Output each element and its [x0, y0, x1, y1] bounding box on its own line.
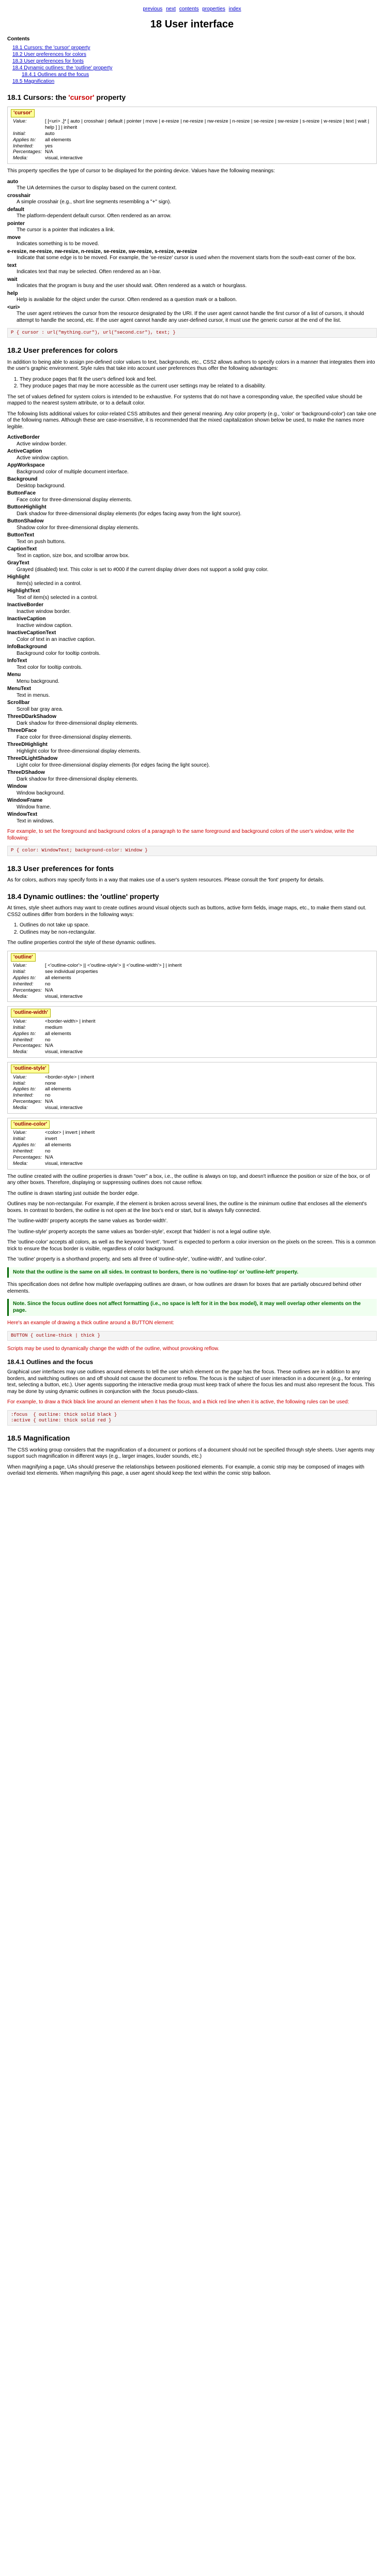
definition-value: all elements	[44, 975, 71, 981]
definition-row	[13, 1142, 98, 1148]
color-name: MenuText	[7, 686, 31, 692]
toc-link[interactable]: 18.1 Cursors: the 'cursor' property	[12, 45, 90, 51]
paragraph: As for colors, authors may specify fonts in a way that makes use of a user's system resources. Please consult the 'font' property for details.	[7, 877, 325, 883]
value-term: crosshair	[7, 192, 31, 199]
color-name: ButtonFace	[7, 490, 36, 497]
definition-key: Media:	[13, 993, 28, 999]
value-term: help	[7, 290, 18, 296]
definition-row	[13, 981, 185, 987]
definition-row	[13, 137, 373, 143]
list-item: 1. Outlines do not take up space.	[20, 922, 377, 929]
definition-value: visual, interactive	[44, 1049, 83, 1055]
definition-key: Initial:	[13, 969, 26, 975]
paragraph: This specification does not define how multiple overlapping outlines are drawn, or how outlines are drawn for boxes that are partially obscured behind other elements.	[7, 1282, 362, 1294]
color-name: Background	[7, 476, 38, 483]
color-description: Light color for three-dimensional display elements (for edges facing the light source).	[17, 762, 210, 768]
paragraph: Scripts may be used to dynamically change the width of the outline, without provoking reflow.	[7, 1345, 220, 1352]
definition-row	[13, 1130, 98, 1136]
definition-key: Applies to:	[13, 975, 36, 981]
paragraph: In addition to being able to assign pre-defined color values to text, backgrounds, etc., CSS2 allows authors to specify colors in a manner that integrates them into the user's graphic environment. Style rules that take into account user preferences thus offer the following advantages:	[7, 359, 375, 372]
definition-value: medium	[44, 1024, 63, 1030]
property-name: 'outline'	[11, 953, 36, 962]
definition-key: Percentages:	[13, 149, 42, 155]
definition-row	[13, 1136, 98, 1142]
value-description: Indicate that some edge is to be moved. For example, the 'se-resize' cursor is used when the movement starts from the south-east corner of the box.	[17, 255, 356, 261]
code-example: P { color: WindowText; background-color: Window }	[7, 846, 377, 856]
definition-row	[13, 1105, 97, 1111]
property-name: 'outline-color'	[11, 1120, 50, 1129]
toc-link[interactable]: 18.3 User preferences for fonts	[12, 58, 84, 64]
definition-row	[13, 1161, 98, 1167]
color-name: CaptionText	[7, 546, 37, 552]
outline-property-definition	[7, 1062, 377, 1114]
subsection-heading-focus: 18.4.1 Outlines and the focus	[7, 1358, 94, 1366]
value-description: Help is available for the object under the cursor. Often rendered as a question mark or a balloon.	[17, 297, 237, 303]
outline-property-definition	[7, 1118, 377, 1170]
toc-link[interactable]: 18.4.1 Outlines and the focus	[22, 72, 89, 78]
color-name: ThreeDFace	[7, 728, 37, 734]
definition-row	[13, 131, 373, 137]
definition-value: no	[44, 1092, 51, 1099]
property-definition-table	[13, 118, 373, 161]
definition-row	[13, 1155, 98, 1161]
definition-value: N/A	[44, 1154, 53, 1160]
value-term: default	[7, 206, 24, 213]
value-term: wait	[7, 276, 18, 282]
definition-value: yes	[44, 143, 53, 149]
color-name: HighlightText	[7, 588, 40, 594]
paragraph: Graphical user interfaces may use outlines around elements to tell the user which element on the page has the focus. These outlines are in addition to any borders, and switching outlines on and off should not cause the document to reflow. The focus is the subject of user interaction in a document (e.g., for entering text, selecting a button, etc.). User agents supporting the interactive media group must keep track of where the focus lies and must also represent the focus. This may be done by using dynamic outlines in conjunction with the :focus pseudo-class.	[7, 1369, 375, 1395]
definition-value: N/A	[44, 1099, 53, 1105]
note-box: Note. Since the focus outline does not affect formatting (i.e., no space is left for it in the box model), it may well overlap other elements on the page.	[7, 1299, 377, 1316]
color-name: Scrollbar	[7, 700, 30, 706]
example-note: For example, to set the foreground and background colors of a paragraph to the same foreground and background colors of the user's window, write the following:	[7, 829, 355, 841]
toc-link[interactable]: 18.2 User preferences for colors	[12, 52, 86, 57]
color-description: Grayed (disabled) text. This color is set to #000 if the current display driver does not support a solid gray color.	[17, 566, 269, 573]
color-name: AppWorkspace	[7, 462, 45, 469]
color-description: Desktop background.	[17, 483, 66, 489]
definition-key: Applies to:	[13, 1086, 36, 1092]
color-description: Text in caption, size box, and scrollbar arrow box.	[17, 552, 130, 559]
color-description: Active window caption.	[17, 455, 69, 461]
paragraph: The outline created with the outline properties is drawn "over" a box, i.e., the outline is always on top, and doesn't influence the position or size of the box, or of any other boxes. Therefore, displaying or suppressing outlines does not cause reflow.	[7, 1173, 370, 1186]
definition-key: Initial:	[13, 130, 26, 137]
list-item: 2. They produce pages that may be more accessible as the current user settings may be related to a disability.	[20, 383, 377, 390]
definition-row	[13, 1049, 99, 1055]
definition-value: see individual properties	[44, 969, 98, 975]
nav-properties-link[interactable]: properties	[202, 6, 225, 12]
definition-row	[13, 1148, 98, 1155]
cursor-property-definition	[7, 107, 377, 164]
color-name: InactiveCaptionText	[7, 630, 56, 636]
example-note: For example, to draw a thick black line around an element when it has the focus, and a thick red line when it is active, the following rules can be used:	[7, 1399, 349, 1405]
section-heading-text: property	[94, 93, 126, 101]
color-name: WindowText	[7, 812, 38, 818]
definition-key: Percentages:	[13, 987, 42, 993]
definition-key: Initial:	[13, 1024, 26, 1030]
nav-previous-link[interactable]: previous	[143, 6, 163, 12]
definition-value: [ [<uri> ,]* [ auto | crosshair | default | pointer | move | e-resize | ne-resize | nw-resize | n-resize | se-resize | sw-resize | s-resize | w-resize | text | wait | help ] ] | inherit	[44, 118, 370, 130]
definition-key: Applies to:	[13, 1030, 36, 1037]
section-heading-magnification: 18.5 Magnification	[7, 1434, 70, 1443]
paragraph: The CSS working group considers that the magnification of a document or portions of a document should not be specified through style sheets. User agents may support such magnification in different ways (e.g., larger images, louder sounds, etc.)	[7, 1447, 375, 1460]
definition-row	[13, 975, 185, 981]
color-name: ButtonShadow	[7, 518, 44, 525]
definition-row	[13, 1019, 99, 1025]
color-name: ButtonHighlight	[7, 504, 47, 511]
definition-key: Media:	[13, 1049, 28, 1055]
paragraph: The 'outline-width' property accepts the same values as 'border-width'.	[7, 1218, 168, 1224]
definition-value: no	[44, 981, 51, 987]
color-name: InfoText	[7, 658, 27, 664]
definition-value: N/A	[44, 987, 53, 993]
definition-value: <color> | invert | inherit	[44, 1130, 95, 1136]
nav-contents-link[interactable]: contents	[179, 6, 199, 12]
color-name: ButtonText	[7, 532, 35, 538]
paragraph: The following lists additional values for color-related CSS attributes and their general meaning. Any color property (e.g., 'color' or 'background-color') can take one of the following names. Although these are case-insensitive, it is recommended that the mixed capitalization shown below be used, to make the names more legible.	[7, 411, 377, 430]
color-name: GrayText	[7, 560, 29, 566]
definition-key: Value:	[13, 1074, 27, 1080]
definition-value: visual, interactive	[44, 1160, 83, 1166]
definition-row	[13, 143, 373, 149]
value-term: e-resize, ne-resize, nw-resize, n-resize, se-resize, sw-resize, s-resize, w-resize	[7, 248, 197, 254]
property-name: 'outline-style'	[11, 1065, 49, 1073]
definition-key: Percentages:	[13, 1043, 42, 1049]
color-description: Face color for three-dimensional display elements.	[17, 734, 132, 740]
value-term: move	[7, 234, 21, 241]
definition-row	[13, 155, 373, 161]
definition-value: N/A	[44, 149, 53, 155]
color-description: Face color for three-dimensional display elements.	[17, 497, 132, 503]
outline-property-definition	[7, 1006, 377, 1058]
definition-value: auto	[44, 130, 55, 137]
property-definition-table	[13, 1019, 99, 1055]
definition-key: Inherited:	[13, 1037, 34, 1043]
value-description: The platform-dependent default cursor. Often rendered as an arrow.	[17, 213, 172, 219]
paragraph: The 'outline-style' property accepts the same values as 'border-style', except that 'hidden' is not a legal outline style.	[7, 1229, 271, 1235]
color-name: ActiveBorder	[7, 435, 40, 441]
section-heading-outline: 18.4 Dynamic outlines: the 'outline' property	[7, 892, 159, 901]
definition-key: Value:	[13, 963, 27, 969]
color-name: Window	[7, 784, 27, 790]
section-heading-text: 18.1 Cursors: the	[7, 93, 69, 101]
color-description: Dark shadow for three-dimensional display elements.	[17, 720, 139, 726]
section-heading-fonts: 18.3 User preferences for fonts	[7, 864, 114, 873]
color-description: Text in windows.	[17, 818, 54, 824]
color-name: Menu	[7, 672, 21, 678]
color-description: Text on push buttons.	[17, 538, 66, 545]
definition-value: all elements	[44, 137, 71, 143]
value-term: auto	[7, 178, 19, 185]
definition-key: Inherited:	[13, 1092, 34, 1099]
definition-value: all elements	[44, 1142, 71, 1148]
definition-row	[13, 987, 185, 994]
list-item: 1. They produce pages that fit the user's defined look and feel.	[20, 377, 377, 383]
definition-key: Applies to:	[13, 137, 36, 143]
color-description: Menu background.	[17, 678, 59, 684]
definition-row	[13, 969, 185, 975]
color-name: WindowFrame	[7, 798, 43, 804]
definition-key: Inherited:	[13, 1148, 34, 1154]
code-example: :focus { outline: thick solid black } :active { outline: thick solid red }	[7, 1410, 377, 1426]
color-name: ThreeDHighlight	[7, 742, 48, 748]
paragraph: The outline is drawn starting just outside the border edge.	[7, 1190, 139, 1196]
definition-row	[13, 1043, 99, 1049]
color-name: ThreeDShadow	[7, 770, 45, 776]
color-description: Inactive window border.	[17, 608, 71, 615]
definition-row	[13, 994, 185, 1000]
definition-row	[13, 1099, 97, 1105]
color-description: Text in menus.	[17, 692, 50, 698]
value-term: pointer	[7, 220, 25, 227]
paragraph: At times, style sheet authors may want to create outlines around visual objects such as buttons, active form fields, image maps, etc., to make them stand out. CSS2 outlines differ from borders in the following ways:	[7, 905, 366, 918]
value-description: The cursor is a pointer that indicates a link.	[17, 227, 115, 233]
toc-link[interactable]: 18.5 Magnification	[12, 79, 55, 84]
color-name: InactiveBorder	[7, 602, 44, 608]
paragraph: The outline properties control the style of these dynamic outlines.	[7, 940, 156, 946]
definition-row	[13, 149, 373, 155]
color-description: Item(s) selected in a control.	[17, 580, 82, 587]
definition-row	[13, 118, 373, 131]
color-description: Background color of multiple document interface.	[17, 469, 129, 475]
nav-index-link[interactable]: index	[228, 6, 241, 12]
definition-value: invert	[44, 1136, 57, 1142]
definition-value: no	[44, 1148, 51, 1154]
definition-key: Media:	[13, 1105, 28, 1111]
color-name: ThreeDDarkShadow	[7, 714, 57, 720]
color-description: Text color for tooltip controls.	[17, 664, 83, 670]
color-name: Highlight	[7, 574, 30, 580]
outline-differences-list	[7, 922, 377, 936]
definition-key: Media:	[13, 1160, 28, 1166]
value-description: Indicates something is to be moved.	[17, 241, 99, 247]
definition-value: visual, interactive	[44, 1105, 83, 1111]
system-colors-list	[7, 435, 377, 825]
definition-row	[13, 1037, 99, 1043]
definition-row	[13, 1081, 97, 1087]
list-item: 2. Outlines may be non-rectangular.	[20, 930, 377, 936]
definition-row	[13, 1074, 97, 1081]
section-heading-colors: 18.2 User preferences for colors	[7, 346, 118, 355]
value-term: text	[7, 262, 17, 268]
definition-value: none	[44, 1080, 56, 1086]
definition-row	[13, 1025, 99, 1031]
value-description: The user agent retrieves the cursor from the resource designated by the URI. If the user agent cannot handle the first cursor of a list of cursors, it should attempt to handle the second, etc. If the user agent cannot handle any user-defined cursor, it must use the generic cursor at the end of the list.	[17, 311, 364, 323]
code-example: P { cursor : url("mything.cur"), url("second.csr"), text; }	[7, 328, 377, 338]
definition-value: visual, interactive	[44, 993, 83, 999]
definition-key: Applies to:	[13, 1142, 36, 1148]
color-description: Window background.	[17, 790, 65, 796]
definition-key: Media:	[13, 155, 28, 161]
outline-property-definitions	[7, 951, 377, 1170]
definition-row	[13, 1031, 99, 1037]
color-description: Active window border.	[17, 441, 67, 447]
definition-value: no	[44, 1037, 51, 1043]
definition-key: Initial:	[13, 1080, 26, 1086]
value-description: The UA determines the cursor to display based on the current context.	[17, 185, 177, 191]
color-description: Inactive window caption.	[17, 622, 73, 628]
paragraph: This property specifies the type of cursor to be displayed for the pointing device. Values have the following meanings:	[7, 168, 275, 174]
color-name: InfoBackground	[7, 644, 47, 650]
definition-key: Inherited:	[13, 981, 34, 987]
color-description: Background color for tooltip controls.	[17, 650, 101, 656]
toc-label: Contents	[7, 36, 30, 42]
definition-key: Percentages:	[13, 1099, 42, 1105]
color-name: ActiveCaption	[7, 448, 42, 455]
definition-row	[13, 1092, 97, 1099]
property-definition-table	[13, 1130, 98, 1166]
property-name: 'outline-width'	[11, 1009, 51, 1017]
definition-value: <border-style> | inherit	[44, 1074, 94, 1080]
definition-key: Inherited:	[13, 143, 34, 149]
section-heading-prop: 'cursor'	[68, 93, 95, 101]
outline-property-definition	[7, 951, 377, 1002]
value-term: <uri>	[7, 304, 20, 310]
definition-value: <border-width> | inherit	[44, 1018, 96, 1024]
color-description: Text of item(s) selected in a control.	[17, 594, 98, 601]
top-nav	[7, 6, 377, 13]
definition-value: all elements	[44, 1086, 71, 1092]
definition-value: visual, interactive	[44, 155, 83, 161]
advantages-list	[7, 377, 377, 390]
paragraph: Outlines may be non-rectangular. For example, if the element is broken across several lines, the outline is the minimum outline that encloses all the element's boxes. In contrast to borders, the outline is not open at the line box's end or start, but is always fully connected.	[7, 1201, 367, 1214]
value-description: Indicates text that may be selected. Often rendered as an I-bar.	[17, 269, 161, 275]
color-description: Dark shadow for three-dimensional display elements (for edges facing away from the light source).	[17, 511, 242, 517]
example-note: Here's an example of drawing a thick outline around a BUTTON element:	[7, 1320, 174, 1326]
color-description: Color of text in an inactive caption.	[17, 636, 96, 642]
property-name: 'cursor'	[11, 109, 35, 118]
definition-value: N/A	[44, 1043, 53, 1049]
color-description: Scroll bar gray area.	[17, 706, 64, 712]
definition-key: Initial:	[13, 1136, 26, 1142]
value-description: Indicates that the program is busy and the user should wait. Often rendered as a watch or hourglass.	[17, 283, 247, 289]
note-box: Note that the outline is the same on all sides. In contrast to borders, there is no 'outline-top' or 'outline-left' property.	[7, 1267, 377, 1278]
nav-next-link[interactable]: next	[166, 6, 176, 12]
table-of-contents	[7, 44, 377, 85]
property-definition-table	[13, 963, 185, 999]
color-name: InactiveCaption	[7, 616, 46, 622]
definition-key: Value:	[13, 1018, 27, 1024]
paragraph: The 'outline' property is a shorthand property, and sets all three of 'outline-style', 'outline-width', and 'outline-color'.	[7, 1256, 267, 1263]
color-name: ThreeDLightShadow	[7, 756, 58, 762]
definition-row	[13, 963, 185, 969]
color-description: Shadow color for three-dimensional display elements.	[17, 525, 140, 531]
definition-key: Value:	[13, 118, 27, 124]
color-description: Highlight color for three-dimensional display elements.	[17, 748, 141, 754]
color-description: Window frame.	[17, 804, 51, 810]
definition-key: Value:	[13, 1130, 27, 1136]
paragraph: When magnifying a page, UAs should preserve the relationships between positioned elements. For example, a comic strip may be composed of images with overlaid text elements. When magnifying this page, a user agent should keep the text within the comic strip balloon.	[7, 1464, 364, 1477]
definition-key: Percentages:	[13, 1154, 42, 1160]
value-description: A simple crosshair (e.g., short line segments resembling a "+" sign).	[17, 199, 172, 205]
page-title: 18 User interface	[150, 18, 234, 30]
color-description: Dark shadow for three-dimensional display elements.	[17, 776, 139, 782]
code-example: BUTTON { outline-thick | thick }	[7, 1331, 377, 1341]
paragraph: The set of values defined for system colors is intended to be exhaustive. For systems that do not have a corresponding value, the specified value should be mapped to the nearest system attribute, or to a default color.	[7, 394, 363, 407]
toc-link[interactable]: 18.4 Dynamic outlines: the 'outline' property	[12, 65, 113, 71]
definition-value: all elements	[44, 1030, 71, 1037]
paragraph: The 'outline-color' accepts all colors, as well as the keyword 'invert'. 'Invert' is expected to perform a color inversion on the pixels on the screen. This is a common trick to ensure the focus border is visible, regardless of color background.	[7, 1239, 376, 1252]
property-definition-table	[13, 1074, 97, 1111]
definition-value: [ <'outline-color'> || <'outline-style'> || <'outline-width'> ] | inherit	[44, 963, 182, 969]
definition-row	[13, 1086, 97, 1092]
cursor-values-list	[7, 179, 377, 324]
section-heading-cursors	[7, 93, 377, 102]
